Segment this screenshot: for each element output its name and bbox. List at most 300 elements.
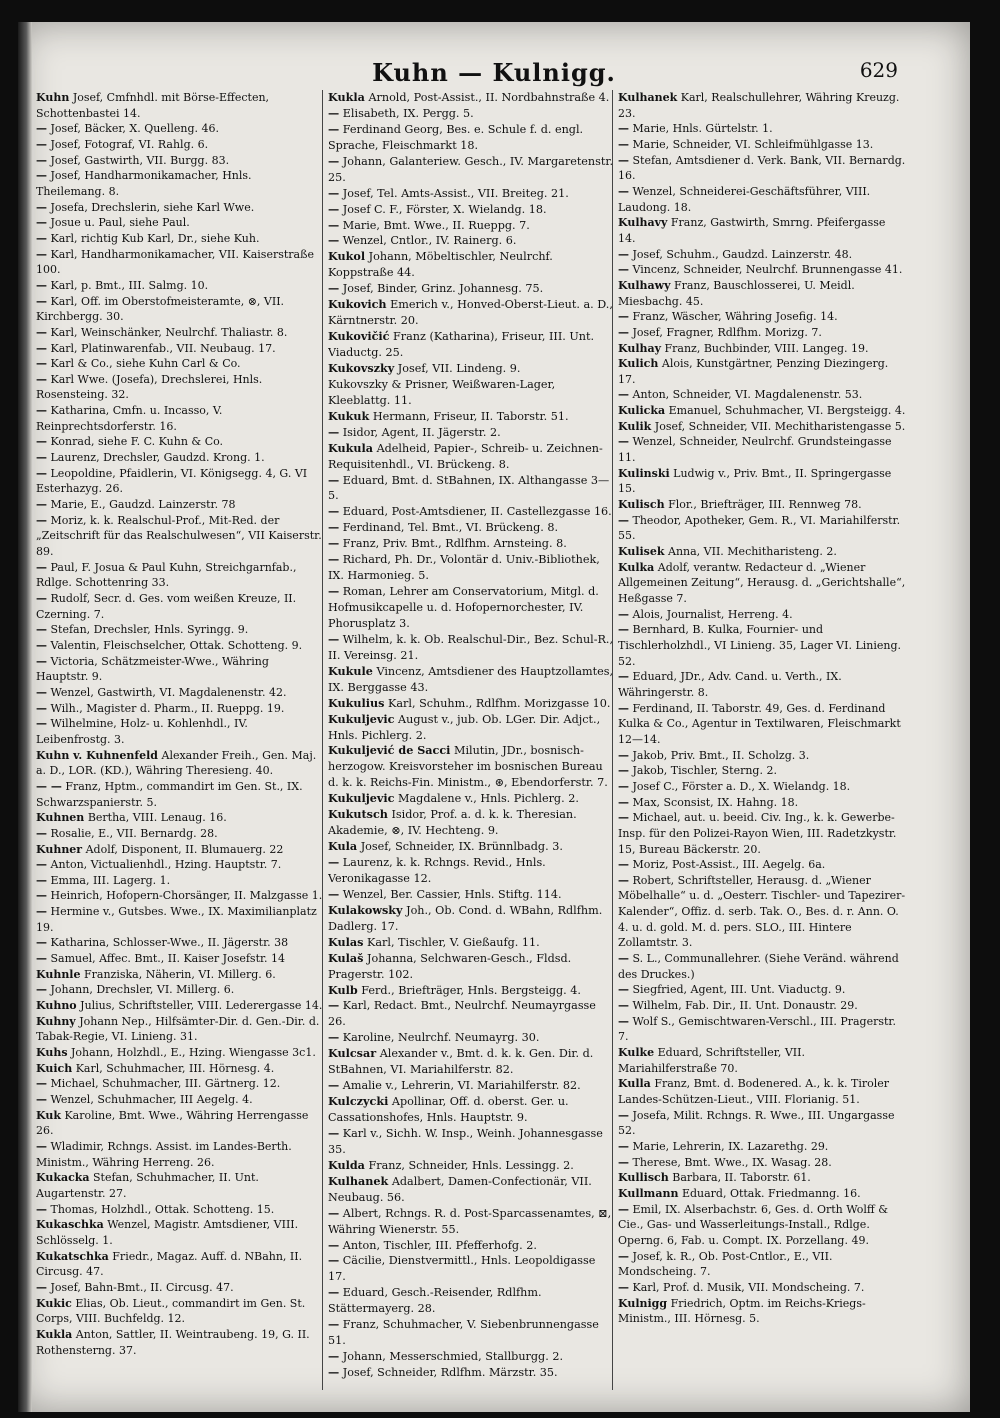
directory-entry xyxy=(618,247,906,263)
entry-surname: Kulhanek xyxy=(618,91,678,104)
directory-entry xyxy=(618,779,906,795)
entry-surname: — xyxy=(618,325,629,339)
entry-surname: — xyxy=(328,217,340,232)
entry-surname: Kukuljevic xyxy=(328,791,395,806)
entry-surname: — xyxy=(618,811,629,825)
entry-surname: — xyxy=(36,372,47,386)
entry-surname: — xyxy=(36,153,47,167)
entry-details: Ferdinand Georg, Bes. e. Schule f. d. engl. Sprache, Fleischmarkt 18. xyxy=(328,122,584,152)
entry-details: Wenzel, Gastwirth, VI. Magdalenenstr. 42. xyxy=(50,685,287,699)
entry-details: Paul, F. Josua & Paul Kuhn, Streichgarnfab., Rdlge. Schottenring 33. xyxy=(36,560,297,590)
entry-surname: — xyxy=(328,1030,340,1045)
entry-surname: Kulicka xyxy=(618,404,666,418)
entry-details: Anton, Tischler, III. Pfefferhofg. 2. xyxy=(342,1238,537,1252)
entry-surname: — xyxy=(36,498,47,512)
entry-details: Albert, Rchngs. R. d. Post-Sparcassenamtes, ⊠, Währing Wienerstr. 55. xyxy=(328,1206,612,1236)
entry-surname: Kulnigg xyxy=(618,1296,668,1310)
entry-surname: — xyxy=(618,607,629,621)
entry-surname: — xyxy=(328,886,340,901)
entry-surname: — xyxy=(36,560,47,574)
entry-details: Leopoldine, Pfaidlerin, VI. Königsegg. 4, G. VI Esterhazyg. 26. xyxy=(36,466,308,496)
directory-entry xyxy=(618,1280,906,1296)
directory-entry xyxy=(328,218,616,234)
entry-details: Josef, Gastwirth, VII. Burgg. 83. xyxy=(50,153,230,167)
directory-entry xyxy=(328,441,616,473)
entry-details: Marie, Lehrerin, IX. Lazarethg. 29. xyxy=(632,1139,829,1153)
entry-surname: — xyxy=(618,623,629,637)
directory-entry xyxy=(36,1217,324,1248)
entry-surname: — xyxy=(36,1202,47,1216)
entry-surname: Kukovich xyxy=(328,297,387,312)
directory-entry xyxy=(618,215,906,246)
entry-details: Josef, VII. Lindeng. 9. xyxy=(397,361,521,375)
entry-details: Karl, p. Bmt., III. Salmg. 10. xyxy=(50,278,209,292)
entry-surname: — xyxy=(618,247,629,261)
entry-surname: — xyxy=(328,153,340,168)
directory-entry xyxy=(618,1076,906,1107)
entry-details: Karl, Schuhmacher, III. Hörnesg. 4. xyxy=(75,1061,275,1075)
directory-entry xyxy=(328,249,616,281)
entry-surname: Kulb xyxy=(328,982,358,997)
entry-details: Eduard, Bmt. d. StBahnen, IX. Althangasse 3—5. xyxy=(328,473,610,503)
entry-surname: — xyxy=(36,623,47,637)
entry-surname: Kulka xyxy=(618,560,655,574)
entry-details: Rudolf, Secr. d. Ges. vom weißen Kreuze, II. Czerning. 7. xyxy=(36,592,297,621)
entry-surname: Kuk xyxy=(36,1108,61,1122)
directory-entry xyxy=(328,1285,616,1317)
directory-entry xyxy=(328,791,616,807)
entry-surname: — xyxy=(328,1285,340,1300)
entry-details: Emerich v., Honved-Oberst-Lieut. a. D., Kärntnerstr. 20. xyxy=(328,298,613,328)
entry-surname: — xyxy=(618,795,629,809)
directory-entry xyxy=(618,1186,906,1202)
directory-entry xyxy=(36,1139,324,1170)
directory-entry xyxy=(328,297,616,329)
entry-details: Wilh., Magister d. Pharm., II. Rueppg. 19. xyxy=(50,701,285,715)
entry-surname: — xyxy=(328,631,340,646)
entry-details: Josef, Handharmonikamacher, Hnls. Theilemang. 8. xyxy=(36,169,252,198)
entry-surname: — xyxy=(36,826,47,840)
entry-details: Johanna, Selchwaren-Gesch., Fldsd. Pragerstr. 102. xyxy=(328,951,572,981)
directory-entry xyxy=(618,153,906,184)
entry-surname: — xyxy=(618,1202,629,1216)
entry-details: Marie, Schneider, VI. Schleifmühlgasse 13. xyxy=(632,137,874,151)
directory-entry xyxy=(36,215,324,231)
directory-entry xyxy=(36,560,324,591)
entry-details: Cäcilie, Dienstvermittl., Hnls. Leopoldigasse 17. xyxy=(328,1254,596,1284)
entry-surname: — xyxy=(36,231,47,245)
entry-surname: — xyxy=(618,701,629,715)
entry-details: Alois, Journalist, Herreng. 4. xyxy=(632,607,793,621)
entry-details: Eduard, Ottak. Friedmanng. 16. xyxy=(681,1186,861,1200)
entry-surname: — xyxy=(36,341,47,355)
entry-surname: — xyxy=(328,1237,340,1252)
directory-entry xyxy=(328,473,616,505)
directory-entry xyxy=(618,998,906,1014)
entry-surname: — xyxy=(618,1249,629,1263)
entry-details: Michael, Schuhmacher, III. Gärtnerg. 12. xyxy=(50,1077,281,1091)
entry-details: Wenzel, Schneiderei-Geschäftsführer, VIII. Laudong. 18. xyxy=(618,184,871,214)
entry-details: Karl Wwe. (Josefa), Drechslerei, Hnls. Rosensteing. 32. xyxy=(36,372,263,402)
entry-details: Karl, Realschullehrer, Währing Kreuzg. 23. xyxy=(618,91,900,120)
entry-details: Ferd., Briefträger, Hnls. Bergsteigg. 4. xyxy=(361,983,581,997)
entry-surname: — xyxy=(618,748,629,762)
entry-surname: Kukule xyxy=(328,663,373,678)
entry-details: Franz, Gastwirth, Smrng. Pfeifergasse 14. xyxy=(618,216,886,245)
directory-entry xyxy=(328,1094,616,1126)
entry-surname: — xyxy=(328,536,340,551)
entry-details: Victoria, Schätzmeister-Wwe., Währing Hauptstr. 9. xyxy=(36,654,269,684)
directory-entry xyxy=(36,1014,324,1045)
entry-details: Wilhelmine, Holz- u. Kohlenhdl., IV. Leibenfrostg. 3. xyxy=(36,717,248,746)
entry-details: Marie, Bmt. Wwe., II. Rueppg. 7. xyxy=(342,218,530,232)
entry-details: Moriz, Post-Assist., III. Aegelg. 6a. xyxy=(632,858,826,872)
directory-entry xyxy=(328,1365,616,1381)
directory-entry xyxy=(618,669,906,700)
entry-details: Karl v., Sichh. W. Insp., Weinh. Johannesgasse 35. xyxy=(328,1126,603,1156)
directory-entry xyxy=(36,294,324,325)
entry-details: Jakob, Tischler, Sterng. 2. xyxy=(632,764,777,778)
entry-surname: — xyxy=(36,905,47,919)
entry-surname: Kulhay xyxy=(618,341,662,355)
directory-entry xyxy=(36,1280,324,1296)
entry-details: Barbara, II. Taborstr. 61. xyxy=(672,1171,811,1185)
entry-surname: Kuhno xyxy=(36,999,77,1013)
entry-details: Katharina, Cmfn. u. Incasso, V. Reinprechtsdorferstr. 16. xyxy=(36,404,223,433)
directory-entry xyxy=(36,278,324,294)
directory-entry xyxy=(328,1174,616,1206)
entry-surname: Kukovszky xyxy=(328,360,395,375)
entry-details: Karl & Co., siehe Kuhn Carl & Co. xyxy=(50,357,241,371)
entry-details: Emil, IX. Alserbachstr. 6, Ges. d. Orth Wolff & Cie., Gas- und Wasserleitungs-Install., Rdlge. Operng. 6, Fab. u. Compt. IX. Porzellang. 49. xyxy=(618,1202,889,1247)
entry-surname: Kukaschka xyxy=(36,1218,104,1232)
entry-surname: — xyxy=(36,200,47,214)
entry-details: Wenzel, Ber. Cassier, Hnls. Stiftg. 114. xyxy=(342,887,562,901)
page-fold-shadow xyxy=(18,22,32,1412)
entry-details: Friedrich, Optm. im Reichs-Kriegs-Ministm., III. Hörnesg. 5. xyxy=(618,1296,866,1326)
entry-surname: Kulhanek xyxy=(328,1173,389,1188)
entry-details: Therese, Bmt. Wwe., IX. Wasag. 28. xyxy=(632,1155,832,1169)
entry-surname: — xyxy=(618,1280,629,1294)
directory-entry xyxy=(36,137,324,153)
entry-surname: Kuhn v. Kuhnenfeld xyxy=(36,748,158,762)
entry-details: Josef C., Förster a. D., X. Wielandg. 18. xyxy=(632,779,851,793)
entry-surname: — xyxy=(36,717,47,731)
entry-details: Franz, Hptm., commandirt im Gen. St., IX. Schwarzspanierstr. 5. xyxy=(36,779,303,809)
entry-details: Josef, k. R., Ob. Post-Cntlor., E., VII. Mondscheing. 7. xyxy=(618,1249,833,1279)
directory-column-2 xyxy=(328,90,616,1381)
directory-entry xyxy=(328,1317,616,1349)
directory-entry xyxy=(36,716,324,747)
entry-details: Karoline, Neulrchf. Neumayrg. 30. xyxy=(342,1031,540,1045)
directory-entry xyxy=(618,278,906,309)
directory-entry xyxy=(328,425,616,441)
directory-entry xyxy=(36,873,324,889)
directory-entry xyxy=(328,377,616,409)
entry-details: Johann, Möbeltischler, Neulrchf. Koppstraße 44. xyxy=(328,250,553,280)
directory-entry xyxy=(328,329,616,361)
directory-entry xyxy=(36,450,324,466)
directory-entry xyxy=(36,967,324,983)
directory-entry xyxy=(36,982,324,998)
entry-surname: — xyxy=(328,552,340,567)
entry-surname: — xyxy=(36,858,47,872)
directory-entry xyxy=(618,466,906,497)
directory-entry xyxy=(618,121,906,137)
directory-entry xyxy=(618,262,906,278)
entry-details: Karl, Weinschänker, Neulrchf. Thaliastr. 8. xyxy=(50,325,288,339)
directory-entry xyxy=(328,807,616,839)
entry-surname: — xyxy=(36,513,47,527)
entry-details: Adelheid, Papier-, Schreib- u. Zeichnen-Requisitenhdl., VI. Brückeng. 8. xyxy=(328,441,603,471)
entry-surname: Kukutsch xyxy=(328,807,388,822)
entry-details: Stefan, Schuhmacher, II. Unt. Augartenstr. 27. xyxy=(36,1171,259,1200)
entry-details: Katharina, Schlosser-Wwe., II. Jägerstr. 38 xyxy=(50,936,289,950)
entry-details: Josefa, Drechslerin, siehe Karl Wwe. xyxy=(50,200,255,214)
directory-entry xyxy=(36,1108,324,1139)
directory-entry xyxy=(328,154,616,186)
entry-details: Adalbert, Damen-Confectionär, VII. Neubaug. 56. xyxy=(328,1174,592,1204)
entry-details: Alois, Kunstgärtner, Penzing Diezingerg. 17. xyxy=(618,357,889,386)
entry-details: Friedr., Magaz. Auff. d. NBahn, II. Circusg. 47. xyxy=(36,1249,303,1279)
entry-surname: Kukuljevic xyxy=(328,711,395,726)
entry-details: Richard, Ph. Dr., Volontär d. Univ.-Bibliothek, IX. Harmonieg. 5. xyxy=(328,553,600,583)
entry-details: Franz (Katharina), Friseur, III. Unt. Viaductg. 25. xyxy=(328,330,595,359)
entry-surname: — xyxy=(36,247,47,261)
entry-details: Wenzel, Cntlor., IV. Rainerg. 6. xyxy=(342,234,517,248)
entry-surname: — xyxy=(328,1078,340,1093)
directory-entry xyxy=(618,325,906,341)
directory-entry xyxy=(36,90,324,121)
entry-details: Roman, Lehrer am Conservatorium, Mitgl. d. Hofmusikcapelle u. d. Hofopernorchester, IV. Phorusplatz 3. xyxy=(328,585,599,630)
directory-entry xyxy=(36,638,324,654)
directory-entry xyxy=(618,560,906,607)
entry-surname: Kukovičić xyxy=(328,329,390,344)
directory-entry xyxy=(618,1108,906,1139)
entry-details: Anna, VII. Mechitharisteng. 2. xyxy=(668,545,837,559)
entry-details: Josef, Schneider, Rdlfhm. Märzstr. 35. xyxy=(342,1366,558,1379)
page-number: 629 xyxy=(859,58,898,82)
entry-surname: Kula xyxy=(328,839,358,854)
directory-entry xyxy=(328,1238,616,1254)
directory-entry xyxy=(618,795,906,811)
entry-surname: — xyxy=(328,121,340,136)
entry-surname: — xyxy=(36,1077,47,1091)
entry-surname: Kulisch xyxy=(618,498,665,512)
entry-surname: Kulhavy xyxy=(618,216,668,230)
entry-surname: — xyxy=(36,654,47,668)
entry-details: Rosalie, E., VII. Bernardg. 28. xyxy=(50,826,218,840)
entry-surname: — xyxy=(36,216,47,230)
entry-surname: — xyxy=(618,435,629,449)
directory-entry xyxy=(618,1045,906,1076)
entry-surname: Kukulius xyxy=(328,695,385,710)
entry-surname: Kulla xyxy=(618,1077,651,1091)
entry-details: Josef, Cmfnhdl. mit Börse-Effecten, Schottenbastei 14. xyxy=(36,91,270,120)
directory-entry xyxy=(618,341,906,357)
directory-entry xyxy=(328,520,616,536)
entry-details: Johann, Galanteriew. Gesch., IV. Margaretenstr. 25. xyxy=(328,154,614,184)
entry-surname: — xyxy=(618,779,629,793)
entry-details: Eduard, Schriftsteller, VII. Mariahilferstraße 70. xyxy=(618,1046,805,1075)
directory-entry xyxy=(36,1249,324,1280)
entry-surname: — xyxy=(328,233,340,248)
entry-surname: — xyxy=(618,153,629,167)
entry-details: Josef C. F., Förster, X. Wielandg. 18. xyxy=(342,202,547,216)
entry-details: Konrad, siehe F. C. Kuhn & Co. xyxy=(50,435,224,449)
entry-details: Franz, Bauschlosserei, U. Meidl. Miesbachg. 45. xyxy=(618,278,855,308)
directory-entry xyxy=(328,1158,616,1174)
entry-details: Valentin, Fleischselcher, Ottak. Schotteng. 9. xyxy=(50,638,303,652)
directory-entry xyxy=(36,200,324,216)
entry-surname: Kulik xyxy=(618,419,652,433)
entry-surname: — xyxy=(36,435,47,449)
entry-surname: Kukacka xyxy=(36,1171,90,1185)
directory-entry xyxy=(618,1139,906,1155)
directory-entry xyxy=(328,1046,616,1078)
entry-surname: — xyxy=(328,424,340,439)
entry-surname: Kuhs xyxy=(36,1046,68,1060)
directory-entry xyxy=(618,810,906,857)
entry-details: Karl, Schuhm., Rdlfhm. Morizgasse 10. xyxy=(388,696,611,710)
entry-details: Josef, Binder, Grinz. Johannesg. 75. xyxy=(342,282,544,296)
entry-surname: — xyxy=(618,983,629,997)
entry-surname: — xyxy=(618,999,629,1013)
entry-surname: — xyxy=(36,137,47,151)
entry-details: Josefa, Milit. Rchngs. R. Wwe., III. Ungargasse 52. xyxy=(618,1108,895,1138)
entry-details: Johann, Drechsler, VI. Millerg. 6. xyxy=(50,983,235,997)
directory-entry xyxy=(618,356,906,387)
entry-details: Josef, Bahn-Bmt., II. Circusg. 47. xyxy=(50,1280,234,1294)
entry-surname: Kukuk xyxy=(328,408,370,423)
directory-entry xyxy=(618,1014,906,1045)
entry-surname: — xyxy=(36,952,47,966)
entry-details: Wilhelm, Fab. Dir., II. Unt. Donaustr. 29. xyxy=(632,999,858,1013)
entry-details: Josue u. Paul, siehe Paul. xyxy=(50,216,190,230)
directory-entry xyxy=(36,434,324,450)
entry-details: Wolf S., Gemischtwaren-Verschl., III. Pragerstr. 7. xyxy=(618,1014,896,1044)
directory-entry xyxy=(36,810,324,826)
entry-details: Karl, Tischler, V. Gießaufg. 11. xyxy=(366,935,540,949)
entry-surname: — xyxy=(36,983,47,997)
entry-details: Marie, Hnls. Gürtelstr. 1. xyxy=(632,122,773,136)
entry-details: Franz, Bmt. d. Bodenered. A., k. k. Tiroler Landes-Schützen-Lieut., VIII. Florianig. 51. xyxy=(618,1077,890,1106)
entry-details: Flor., Briefträger, III. Rennweg 78. xyxy=(668,498,862,512)
directory-entry xyxy=(328,903,616,935)
directory-entry xyxy=(328,122,616,154)
entry-details: Jakob, Priv. Bmt., II. Scholzg. 3. xyxy=(632,748,810,762)
entry-details: Joh., Ob. Cond. d. WBahn, Rdlfhm. Dadlerg. 17. xyxy=(328,903,603,933)
entry-surname: Kuhner xyxy=(36,842,83,856)
directory-entry xyxy=(328,935,616,951)
entry-surname: — xyxy=(36,122,47,136)
entry-surname: Kulisek xyxy=(618,545,665,559)
directory-entry xyxy=(36,247,324,278)
entry-surname: — xyxy=(36,357,47,371)
directory-entry xyxy=(36,153,324,169)
entry-details: Josef, Fotograf, VI. Rahlg. 6. xyxy=(50,137,209,151)
entry-details: Josef, Schuhm., Gaudzd. Lainzerstr. 48. xyxy=(632,247,853,261)
directory-entry xyxy=(36,168,324,199)
entry-details: Ferdinand, II. Taborstr. 49, Ges. d. Ferdinand Kulka & Co., Agentur in Textilwaren, Fleischmarkt 12—14. xyxy=(618,701,901,746)
directory-entry xyxy=(618,309,906,325)
directory-entry xyxy=(328,552,616,584)
directory-entry xyxy=(328,1206,616,1238)
directory-entry xyxy=(328,409,616,425)
entry-surname: — xyxy=(328,584,340,599)
directory-entry xyxy=(36,1076,324,1092)
directory-entry xyxy=(618,90,906,121)
entry-details: Franziska, Näherin, VI. Millerg. 6. xyxy=(84,967,276,981)
entry-details: Robert, Schriftsteller, Herausg. d. „Wiener Möbelhalle“ u. d. „Oesterr. Tischler- und Tapezirer-Kalender“, Offiz. d. serb. Tak. O., Bes. d. r. Ann. O. 4. u. d. gold. M. d. pers. SLO., III. Hintere Zollamtstr. 3. xyxy=(618,873,906,950)
entry-details: Laurenz, Drechsler, Gaudzd. Krong. 1. xyxy=(50,451,265,465)
entry-surname: — xyxy=(618,122,629,136)
entry-surname: — xyxy=(328,998,340,1013)
directory-entry xyxy=(36,685,324,701)
directory-entry xyxy=(36,497,324,513)
entry-details: Vincenz, Amtsdiener des Hauptzollamtes, IX. Berggasse 43. xyxy=(328,664,614,694)
entry-surname: — xyxy=(328,185,340,200)
directory-entry xyxy=(36,1092,324,1108)
entry-surname: — xyxy=(328,1205,340,1220)
entry-surname: — xyxy=(328,281,340,296)
entry-surname: — xyxy=(618,263,629,277)
entry-details: Johann Nep., Hilfsämter-Dir. d. Gen.-Dir. d. Tabak-Regie, VI. Linieng. 31. xyxy=(36,1014,320,1044)
directory-entry xyxy=(36,842,324,858)
entry-details: Wilhelm, k. k. Ob. Realschul-Dir., Bez. Schul-R., II. Vereinsg. 21. xyxy=(328,632,614,662)
directory-entry xyxy=(328,951,616,983)
entry-details: Heinrich, Hofopern-Chorsänger, II. Malzgasse 1. xyxy=(50,889,323,903)
entry-surname: — xyxy=(328,472,340,487)
directory-entry xyxy=(36,1045,324,1061)
directory-entry xyxy=(618,544,906,560)
directory-entry xyxy=(328,887,616,903)
entry-details: Josef, Bäcker, X. Quelleng. 46. xyxy=(50,122,219,136)
entry-surname: — xyxy=(618,1108,629,1122)
directory-entry xyxy=(328,983,616,999)
directory-entry xyxy=(328,632,616,664)
directory-entry xyxy=(36,372,324,403)
directory-entry xyxy=(36,888,324,904)
directory-entry xyxy=(618,701,906,748)
entry-details: Adolf, verantw. Redacteur d. „Wiener Allgemeinen Zeitung“, Herausg. d. „Gerichtshalle“, Heßgasse 7. xyxy=(618,560,906,605)
directory-column-3 xyxy=(618,90,906,1327)
entry-surname: — xyxy=(36,294,47,308)
entry-details: Johann, Holzhdl., E., Hzing. Wiengasse 3c1. xyxy=(71,1046,316,1060)
entry-details: Ludwig v., Priv. Bmt., II. Springergasse 15. xyxy=(618,466,892,496)
entry-surname: Kulaš xyxy=(328,950,364,965)
directory-entry xyxy=(618,1296,906,1327)
entry-surname: — xyxy=(618,670,629,684)
entry-surname: — xyxy=(328,1253,340,1268)
directory-entry xyxy=(36,622,324,638)
entry-surname: Kukatschka xyxy=(36,1249,109,1263)
entry-details: Apollinar, Off. d. oberst. Ger. u. Cassationshofes, Hnls. Hauptstr. 9. xyxy=(328,1095,569,1124)
entry-details: Wenzel, Schneider, Neulrchf. Grundsteingasse 11. xyxy=(618,435,892,465)
entry-surname: — xyxy=(618,310,629,324)
entry-details: Josef, Tel. Amts-Assist., VII. Breiteg. 21. xyxy=(342,186,569,200)
entry-surname: Kuich xyxy=(36,1061,73,1075)
directory-entry xyxy=(36,1202,324,1218)
directory-entry xyxy=(328,90,616,106)
entry-details: Vincenz, Schneider, Neulrchf. Brunnengasse 41. xyxy=(632,263,903,277)
entry-surname: — xyxy=(36,936,47,950)
directory-entry xyxy=(36,356,324,372)
directory-entry xyxy=(36,779,324,810)
directory-entry xyxy=(618,951,906,982)
entry-surname: — xyxy=(36,466,47,480)
directory-entry xyxy=(618,873,906,951)
